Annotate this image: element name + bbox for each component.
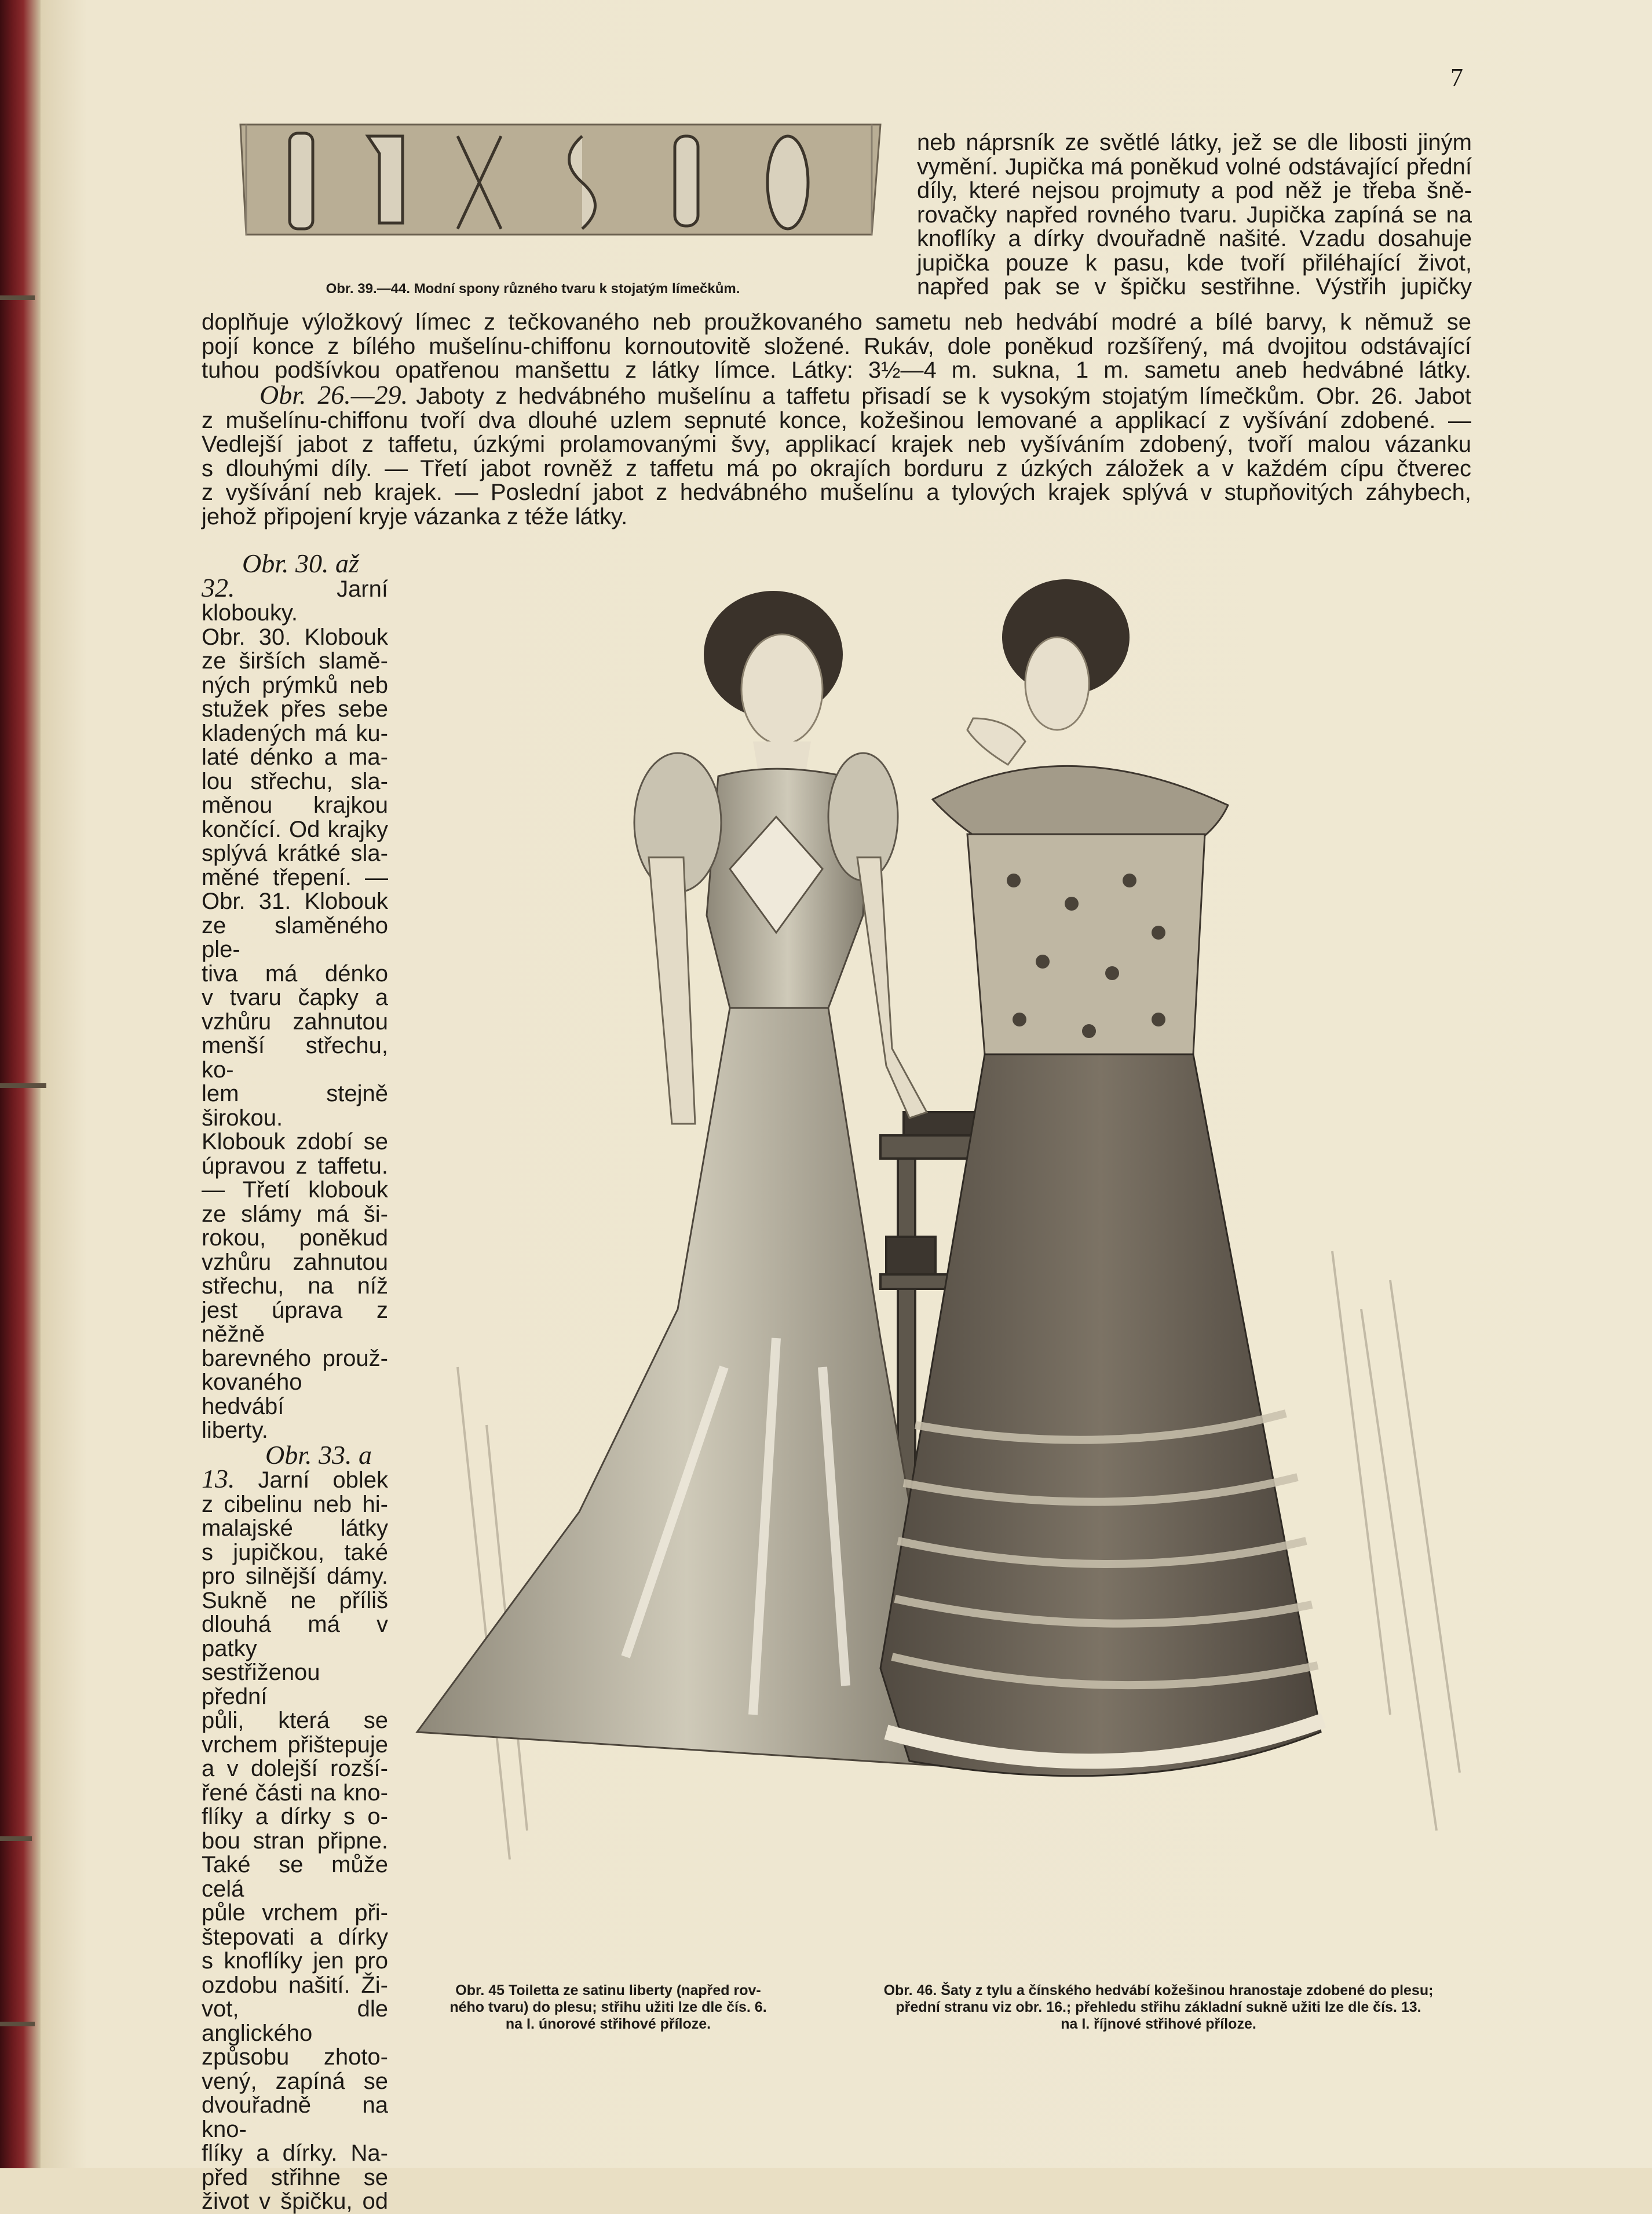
text-line: úpravou z taffetu. — [202, 1153, 388, 1179]
text-line: a v dolejší rozší- — [202, 1756, 388, 1781]
right-column — [917, 131, 1472, 299]
text-line: vot, dle anglického — [202, 1996, 388, 2046]
text-line: kladených má ku- — [202, 720, 388, 746]
text-line: vymění. Jupička má poněkud volné odstávající přední — [917, 154, 1472, 180]
text-line: způsobu zhoto- — [202, 2044, 388, 2070]
text-line: pro silnější dámy. — [202, 1563, 388, 1589]
caption-line: přední stranu viz obr. 16.; přehledu střihu základní sukně užiti lze dle čís. 13. — [896, 1999, 1421, 2015]
text-line: vzhůru zahnutou — [202, 1249, 388, 1275]
text-line: s jupičkou, také — [202, 1539, 388, 1565]
text-line: život v špičku, od — [202, 2189, 388, 2214]
text-line: tuhou podšívkou opatřenou manšettu z látky límce. Látky: 3½—4 m. sukna, 1 m. sametu aneb hedvábné látky. — [202, 357, 1471, 383]
text-line: půle vrchem při- — [202, 1900, 388, 1926]
text-line: menší střechu, ko- — [202, 1033, 388, 1083]
text-line: Obr. 26.—29. Jaboty z hedvábného mušelínu a taffetu přisadí se k vysokým stojatým límečkům. Obr. 26. Jabot — [260, 380, 1471, 410]
fashion-illustration — [405, 556, 1483, 1975]
left-column — [202, 551, 388, 2214]
text-line: vený, zapíná se — [202, 2068, 388, 2094]
figure-45-caption — [411, 1982, 805, 2033]
text-line: ze slámy má ši- — [202, 1201, 388, 1227]
caption-line: Obr. 46. Šaty z tylu a čínského hedvábí kožešinou hranostaje zdobené do plesu; — [883, 1982, 1434, 1999]
text-line: díly, které nejsou projmuty a pod něž je třeba šně- — [917, 178, 1472, 203]
text-line: stužek přes sebe — [202, 696, 388, 722]
text-line: laté dénko a ma- — [202, 744, 388, 770]
text-line: z vyšívání neb krajek. — Poslední jabot z hedvábného mušelínu a tylových krajek splývá v stupňovitých záhybech, — [202, 480, 1471, 505]
text-line: splývá krátké sla- — [202, 841, 388, 866]
margin-mark — [0, 1836, 32, 1841]
text-line: rokou, poněkud — [202, 1225, 388, 1251]
page-number: 7 — [1450, 63, 1463, 92]
text-line: pojí konce z bílého mušelínu-chiffonu kornoutovitě složené. Rukáv, dole poněkud rozšířený, má dvojitou odstávající — [202, 333, 1471, 359]
text-line: ozdobu našití. Ži- — [202, 1972, 388, 1998]
margin-mark — [0, 2022, 35, 2026]
text-line: půli, která se — [202, 1708, 388, 1733]
text-line: Vedlejší jabot z taffetu, úzkými prolamovanými švy, applikací krajek neb vyšíváním zdobený, tvoří malou vázanku — [202, 432, 1471, 457]
lady-tulle-gown-figure — [880, 579, 1324, 1776]
figure-46-caption — [843, 1982, 1474, 2033]
text-line: ných prýmků neb — [202, 672, 388, 698]
text-line: vrchem přištepuje — [202, 1731, 388, 1758]
lady-ball-gown-figure — [417, 591, 956, 1767]
caption-line: ného tvaru) do plesu; střihu užiti lze dle čís. 6. — [449, 1999, 767, 2015]
text-line: dlouhá má v patky — [202, 1612, 388, 1661]
text-line: 13. Jarní oblek — [202, 1464, 388, 1493]
text-line: napřed pak se v špičku sestřihne. Výstřih jupičky — [917, 274, 1472, 299]
caption-line: na I. únorové střihové příloze. — [505, 2016, 711, 2032]
text-line: ze slaměného ple- — [202, 912, 388, 962]
text-line: Obr. 30. Klobouk — [202, 624, 388, 650]
text-line: liberty. — [202, 1417, 268, 1443]
text-line: flíky a dírky. Na- — [202, 2140, 388, 2166]
text-line: knoflíky a dírky dvouřadně našité. Vzadu dosahuje — [917, 226, 1472, 251]
text-line: Sukně ne příliš — [202, 1587, 388, 1613]
text-line: jehož připojení kryje vázanka z téže látky. — [202, 503, 628, 529]
text-line: flíky a dírky s o- — [202, 1804, 388, 1829]
text-line: bou stran připne. — [202, 1828, 388, 1854]
text-line: malajské látky — [202, 1515, 388, 1541]
text-line: barevného prouž- — [202, 1345, 388, 1371]
margin-mark — [0, 295, 35, 300]
text-line: před střihne se — [202, 2164, 388, 2190]
caption-line: na I. říjnové střihové příloze. — [1061, 2016, 1256, 2032]
text-line: kovaného hedvábí — [202, 1369, 302, 1419]
text-line: měné třepení. — — [202, 864, 388, 890]
text-line: ze širších slamě- — [202, 648, 388, 674]
text-line: s dlouhými díly. — Třetí jabot rovněž z taffetu má po okrajích borduru z úzkých záložek a v každém cípu čtverec — [202, 455, 1471, 481]
text-line: rovačky napřed rovného tvaru. Jupička zapíná se na — [917, 202, 1472, 228]
text-line: střechu, na níž — [202, 1273, 388, 1299]
text-line: doplňuje výložkový límec z tečkovaného neb proužkovaného sametu neb hedvábí modré a bílé barvy, k němuž se — [202, 309, 1471, 335]
buckles-caption: Obr. 39.—44. Modní spony různého tvaru k stojatým límečkům. — [326, 281, 740, 297]
text-line: Obr. 31. Klobouk — [202, 889, 388, 914]
text-line: Klobouk zdobí se — [202, 1129, 388, 1155]
text-line: lou střechu, sla- — [202, 768, 388, 794]
text-line: s knoflíky jen pro — [202, 1948, 388, 1974]
text-line: jest úprava z něžně — [202, 1297, 388, 1347]
caption-line: Obr. 45 Toiletta ze satinu liberty (napřed rov- — [455, 1982, 761, 1999]
text-line: Obr. 30. až — [242, 549, 359, 578]
text-line: neb náprsník ze světlé látky, jež se dle libosti jiným — [917, 130, 1472, 155]
text-line: sestřiženou přední — [202, 1660, 320, 1709]
text-line: — Třetí klobouk — [202, 1177, 388, 1203]
text-line: řené části na kno- — [202, 1780, 388, 1806]
text-line: z cibelinu neb hi- — [202, 1491, 388, 1517]
text-line: 32. Jarní klobouky. — [202, 572, 388, 626]
text-line: lem stejně širokou. — [202, 1081, 388, 1131]
margin-mark — [0, 1083, 46, 1088]
text-line: měnou krajkou — [202, 792, 388, 818]
buckles-illustration — [235, 119, 886, 240]
text-line: jupička pouze k pasu, kde tvoří přiléhající život, — [917, 250, 1472, 276]
text-line: Obr. 33. a — [265, 1440, 372, 1470]
figure-reference: Obr. 26.—29. — [260, 380, 408, 410]
jabot-paragraph — [202, 380, 1471, 529]
text-line: z mušelínu-chiffonu tvoří dva dlouhé uzlem sepnuté konce, kožešinou lemované a applikací z vyšívání zdobené. — — [202, 407, 1471, 433]
text-line: vzhůru zahnutou — [202, 1009, 388, 1035]
text-line: Také se může celá — [202, 1852, 388, 1902]
text-line: končící. Od krajky — [202, 816, 388, 842]
full-width-paragraph — [202, 310, 1471, 383]
text-line: v tvaru čapky a — [202, 985, 388, 1010]
text-line: dvouřadně na kno- — [202, 2092, 388, 2142]
text-line: štepovati a dírky — [202, 1924, 388, 1950]
text-line: tiva má dénko — [202, 960, 388, 987]
